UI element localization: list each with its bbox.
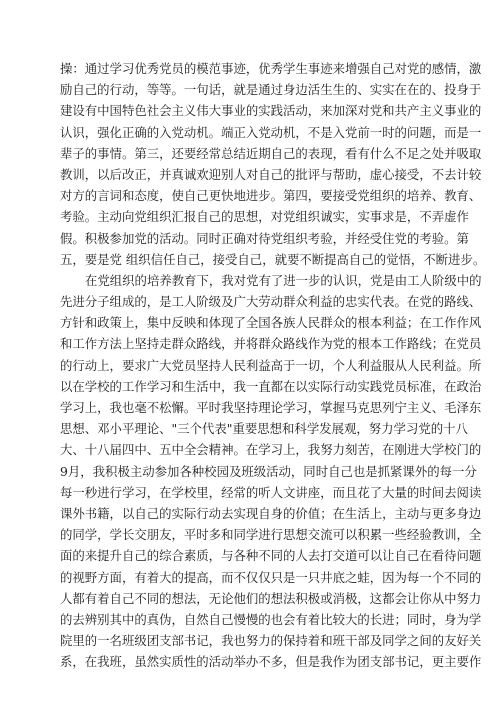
text-line-18: 思想、邓小平理论、"三个代表"重要思想和科学发展观，努力学习党的十八 (60, 421, 468, 437)
text-line-28: 院里的一名班级团支部书记，我也努力的保持着和班干部及同学之间的友好关 (60, 633, 482, 649)
text-line-9: 假。积极参加党的活动。同时正确对待党组织考验，并经受住党的考验。第 (60, 230, 469, 246)
text-line-26: 人都有着自己不同的想法，无论他们的想法积极或消极，这都会让你从中努力 (60, 590, 482, 606)
text-line-19: 大、十八届四中、五中全会精神。在学习上，我努力刻苦，在刚进大学校门的 (60, 442, 482, 458)
text-line-7: 对方的言词和态度，使自己更快地进步。第四，要接受党组织的培养、教育、 (60, 188, 482, 204)
text-line-13: 方针和政策上，集中反映和体现了全国各族人民群众的根本利益；在工作作风 (60, 315, 482, 331)
text-line-17: 学习上，我也毫不松懈。平时我坚持理论学习，掌握马克思列宁主义、毛泽东 (60, 400, 482, 415)
text-line-1: 操：通过学习优秀党员的模范事迹，优秀学生事迹来增强自己对党的感情，激 (60, 61, 482, 76)
text-line-21: 每一秒进行学习，在学校里，经常的听人文讲座，而且花了大量的时间去阅读 (60, 484, 482, 500)
text-line-8: 考验。主动向党组织汇报自己的思想，对党组织诚实，实事求是，不弄虚作 (60, 209, 469, 225)
paragraph-start-line: 在党组织的培养教育下，我对党有了进一步的认识，党是由工人阶级中的 (85, 272, 482, 288)
text-line-29: 系，在我班，虽然实质性的活动举办不多，但是我作为团支部书记，更主要作 (60, 654, 482, 670)
text-line-2: 励自己的行动，等等。一句话，就是通过身边活生生的、实实在在的、投身于 (60, 82, 482, 98)
text-line-16: 以在学校的工作学习和生活中，我一直都在以实际行动实践党员标准，在政治 (60, 378, 482, 394)
text-line-20: 9月，我积极主动参加各种校园及班级活动，同时自己也是抓紧课外的每一分 (60, 463, 477, 479)
text-line-5: 辈子的事情。第三，还要经常总结近期自己的表现，看有什么不足之处并吸取 (60, 145, 482, 161)
text-line-12: 先进分子组成的，是工人阶级及广大劳动群众利益的忠实代表。在党的路线、 (60, 294, 482, 310)
text-line-15: 的行动上，要求广大党员坚持人民利益高于一切，个人利益服从人民利益。所 (60, 357, 482, 373)
text-line-22: 课外书籍，以自己的实际行动去实现自身的价值；在生活上，主动与更多身边 (60, 505, 482, 521)
text-line-14: 和工作方法上坚持走群众路线，并将群众路线作为党的根本工作路线；在党员 (60, 336, 482, 352)
text-line-23: 的同学，学长交朋友，平时多和同学进行思想交流可以积累一些经验教训，全 (60, 527, 482, 543)
body-text (60, 58, 486, 672)
text-line-10: 五，要是党 组织信任自己，接受自己，就要不断提高自己的觉悟，不断进步。 (60, 251, 486, 267)
text-line-4: 认识，强化正确的入党动机。端正入党动机，不是入党前一时的问题，而是一 (60, 124, 482, 140)
text-line-24: 面的来提升自己的综合素质，与各种不同的人去打交道可以让自己在看待问题 (60, 548, 482, 564)
text-line-3: 建设有中国特色社会主义伟大事业的实践活动，来加深对党和共产主义事业的 (60, 103, 482, 119)
text-line-27: 的去辨别其中的真伪，自然自己慢慢的也会有着比较大的长进；同时，身为学 (60, 611, 482, 627)
text-line-6: 教训，以后改正，并真诚欢迎别人对自己的批评与帮助，虚心接受，不去计较 (60, 166, 482, 182)
text-line-25: 的视野方面，有着大的提高，而不仅仅只是一只井底之蛙，因为每一个不同的 (60, 569, 482, 585)
